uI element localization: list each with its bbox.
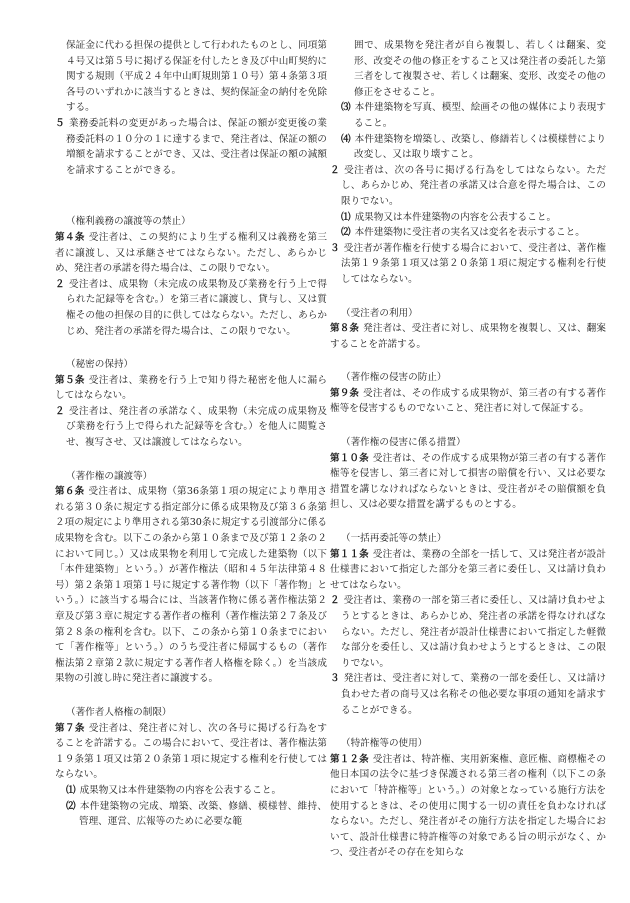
article-text: 受注者は、この契約により生ずる権利又は義務を第三者に譲渡し、又は承継させてはならない。ただし、あらかじめ、発注者の承諾を得た場合は、この限りでない。 [55, 231, 328, 275]
article-number: 第５条 [55, 374, 85, 386]
article-10 [330, 451, 606, 513]
article-text: 受注者は、その作成する成果物が第三者の有する著作権等を侵害し、第三者に対して損害の賠償を行い、又は必要な措置を講じなければならないときは、受注者がその賠償額を負担し、又は必要な措置を講ずるものとする。 [330, 452, 606, 511]
article-number: 第１１条 [330, 548, 369, 560]
item-number: ⑴ [66, 784, 76, 796]
clause-text: 受注者は、業務の一部を第三者に委任し、又は請け負わせようとするときは、あらかじめ、発注者の承諾を得なければならない。ただし、発注者が設計仕様書において指定した軽微な部分を委任し、又は請け負わせようとするときは、この限りでない。 [341, 595, 606, 669]
article-6 [55, 484, 327, 687]
item-text: 本件建築物の完成、増築、改築、修繕、模様替、維持、管理、運営、広報等のために必要な範 [79, 800, 328, 828]
article-number: 第１０条 [330, 452, 369, 464]
item-2-continued: 囲で、成果物を発注者が自ら複製し、若しくは翻案、変形、改変その他の修正をすること又は発注者の委託した第三者をして複製させ、若しくは翻案、変形、改変その他の修正をさせること。 [354, 40, 606, 98]
article-11-heading: （一括再委託等の禁止） [341, 533, 447, 545]
article-7-item-4 [330, 132, 606, 163]
article-text: 受注者は、業務の全部を一括して、又は発注者が設計仕様書において指定した部分を第三者に委任し、又は請け負わせてはならない。 [330, 548, 606, 591]
item-number: ⑴ [341, 211, 351, 223]
article-text: 受注者は、その作成する成果物が、第三者の有する著作権等を侵害するものでないこと、発注者に対して保証する。 [330, 387, 606, 415]
article-8-heading: （受注者の利用） [341, 307, 418, 319]
article-11-para-3 [330, 671, 606, 718]
article-7-para-3 [330, 241, 606, 288]
article-9 [330, 386, 606, 417]
article-text: 受注者は、特許権、実用新案権、意匠権、商標権その他日本国の法令に基づき保護される第三者の権利（以下この条において「特許権等」という。）の対象となっている施行方法を使用するときは、その使用に関する一切の責任を負わなければならない。ただし、発注者がその施行方法を指定した場合において、設計仕様書に特許権等の対象である旨の明示がなく、かつ、受注者がその存在を知らな [330, 753, 606, 859]
clause-text: 発注者は、受注者に対して、業務の一部を委任し、又は請け負わせた者の商号又は名称その他必要な事項の通知を請求することができる。 [341, 673, 607, 716]
clause-number: ２ [55, 278, 65, 290]
clause-text: 受注者は、発注者の承諾なく、成果物（未完成の成果物及び業務を行う上で得られた記録等を含む。）を他人に閲覧させ、複写させ、又は譲渡してはならない。 [66, 405, 328, 449]
article-number: 第１２条 [330, 753, 369, 765]
clause-text: 受注者は、次の各号に掲げる行為をしてはならない。ただし、あらかじめ、発注者の承諾又は合意を得た場合は、この限りでない。 [341, 164, 607, 207]
clause-text: 受注者が著作権を行使する場合において、受注者は、著作権法第１９条第１項又は第２０条第１項に規定する権利を行使してはならない。 [341, 242, 607, 285]
article-5 [55, 373, 327, 404]
article-text: 受注者は、業務を行う上で知り得た秘密を他人に漏らしてはならない。 [55, 374, 328, 402]
article-text: 受注者は、発注者に対し、次の各号に掲げる行為をすることを許諾する。この場合において、受注者は、著作権法第１９条第１項又は第２０条第１項に規定する権利を行使してはならない。 [55, 722, 328, 781]
clause-number: ３ [330, 242, 340, 254]
article-5-heading: （秘密の保持） [66, 359, 134, 371]
article-8 [330, 321, 606, 352]
clause-number: ３ [330, 673, 340, 685]
article-text: 発注者は、受注者に対し、成果物を複製し、又は、翻案することを許諾する。 [330, 323, 606, 350]
article-12-heading: （特許権等の使用） [341, 738, 428, 750]
article-7-heading: （著作者人格権の制限） [66, 706, 172, 718]
item-number: ⑷ [341, 133, 351, 145]
article-number: 第９条 [330, 387, 360, 399]
article-7-item-1 [55, 783, 327, 799]
article-7-para-2 [330, 163, 606, 210]
article-12 [330, 752, 606, 861]
article-number: 第８条 [330, 323, 360, 335]
article-text: 受注者は、成果物（第36条第１項の規定により準用される第３０条に規定する指定部分に係る成果物及び第３６条第２項の規定により準用される第30条に規定する引渡部分に係る成果物を含む。以下この条から第１０条まで及び第１２条の２において同じ。）又は成果物を利用して完成した建築物（以下「本件建築物」という。）が著作権法（昭和４５年法律第４８号）第２条第１項第１号に規定する著作物（以下「著作物」という。）に該当する場合には、当該著作物に係る著作権法第２章及び第３章に規定する著作者の権利（著作権法第２７条及び第２８条の権利を含む。以下、この条から第１０条までにおいて「著作権等」という。）のうち受注者に帰属するもの（著作権法第２章第２款に規定する著作者人格権を除く。）を当該成果物の引渡し時に発注者に譲渡する。 [55, 486, 327, 685]
article-7-para-2-item-2 [330, 225, 606, 241]
article-4-heading: （権利義務の譲渡等の禁止） [66, 216, 191, 228]
article-11 [330, 547, 606, 594]
item-text: 成果物又は本件建築物の内容を公表すること。 [354, 211, 557, 223]
article-5-para-2 [55, 404, 327, 451]
clause-number: ２ [55, 405, 65, 417]
left-column [55, 38, 327, 830]
clause-number: ２ [330, 595, 340, 607]
article-number: 第４条 [55, 231, 85, 243]
clause-number: ２ [330, 164, 341, 176]
clause-text: 受注者は、成果物（未完成の成果物及び業務を行う上で得られた記録等を含む。）を第三者に譲渡し、貸与し、又は質権その他の担保の目的に供してはならない。ただし、あらかじめ、発注者の承諾を得た場合は、この限りでない。 [66, 278, 328, 337]
article-7 [55, 721, 327, 783]
clause-3-5 [55, 116, 327, 178]
clause-number: ５ [55, 117, 65, 129]
item-number: ⑶ [341, 102, 351, 114]
article-4 [55, 230, 327, 277]
article-7-item-3 [330, 100, 606, 131]
article-number: 第７条 [55, 722, 85, 734]
item-text: 本件建築物を増築し、改築し、修繕若しくは模様替により改変し、又は取り壊すこと。 [354, 133, 607, 161]
article-7-para-2-item-1 [330, 210, 606, 226]
clause-text: 業務委託料の変更があった場合は、保証の額が変更後の業務委託料の１０分の１に達するまで、発注者は、保証の額の増額を請求することができ、又は、受注者は保証の額の減額を請求することができる。 [66, 117, 328, 176]
article-number: 第６条 [55, 486, 85, 498]
paragraph-continued: 保証金に代わる担保の提供として行われたものとし、同項第４号又は第５号に掲げる保証を付したとき及び中山町契約に関する規則（平成２４年中山町規則第１０号）第４条第３項各号のいずれかに該当するときは、契約保証金の納付を免除する。 [66, 40, 327, 114]
article-10-heading: （著作権の侵害に係る措置） [341, 437, 466, 449]
item-text: 本件建築物を写真、模型、絵画その他の媒体により表現すること。 [354, 102, 607, 129]
item-number: ⑵ [66, 800, 76, 812]
right-column [330, 38, 606, 861]
article-11-para-2 [330, 593, 606, 671]
article-6-heading: （著作権の譲渡等） [66, 470, 153, 482]
item-text: 成果物又は本件建築物の内容を公表すること。 [79, 784, 282, 796]
article-9-heading: （著作権の侵害の防止） [341, 372, 447, 384]
item-number: ⑵ [341, 227, 351, 239]
article-7-item-2 [55, 799, 327, 830]
article-4-para-2 [55, 277, 327, 339]
item-text: 本件建築物に受注者の実名又は変名を表示すること。 [354, 227, 585, 239]
